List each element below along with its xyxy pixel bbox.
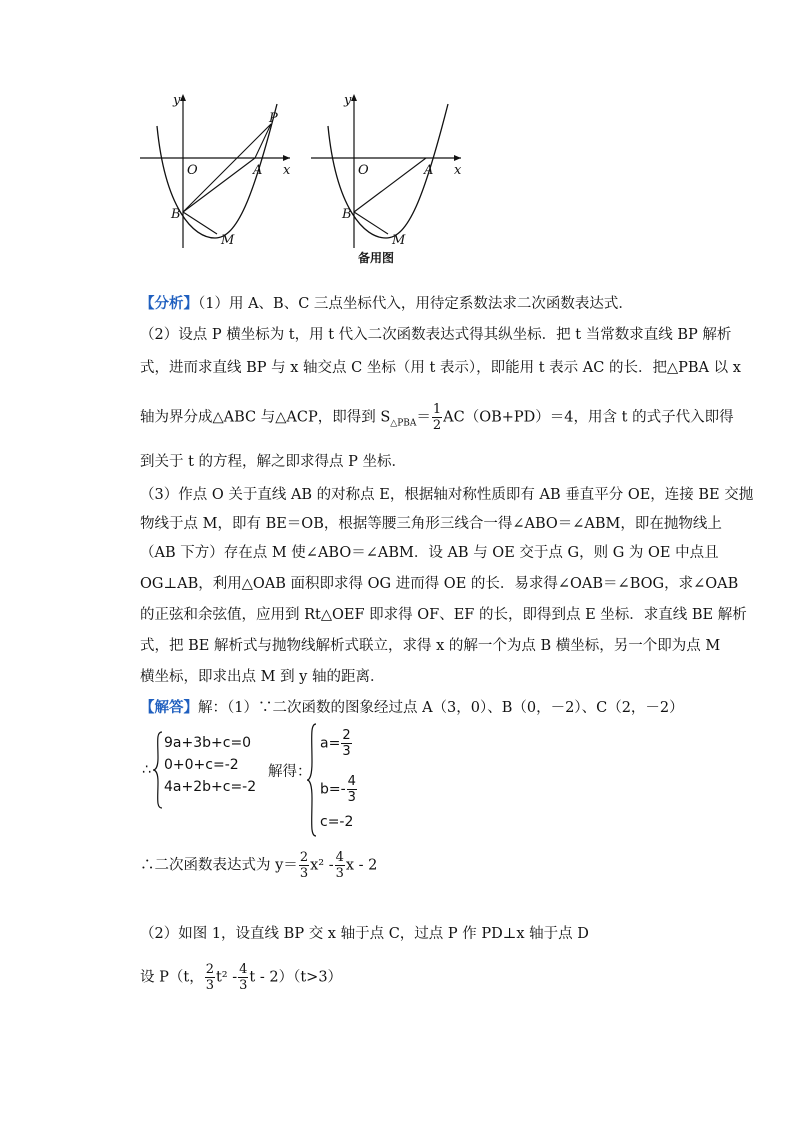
equation-2: 0+0+c=-2: [164, 757, 239, 773]
therefore-symbol: ∴: [142, 762, 151, 778]
analysis-line-9: OG⊥AB，利用△OAB 面积即求得 OG 进而得 OE 的长．易求得∠OAB＝∠BOG，求∠OAB: [140, 576, 739, 592]
analysis-text-4a: 轴为界分成△ABC 与△ACP，即得到 S: [140, 409, 391, 426]
fraction-a: $\frac{2}{3}$: [342, 728, 351, 759]
answer-line-1: [140, 698, 684, 718]
result-a: a= $\frac{2}{3}$: [320, 728, 351, 759]
equation-system: [164, 732, 256, 798]
label-a: A: [424, 163, 434, 178]
label-y: y: [173, 93, 181, 108]
label-o: O: [358, 163, 369, 178]
fraction-b: $\frac{4}{3}$: [347, 774, 356, 805]
analysis-line-5: 到关于 t 的方程，解之即求得点 P 坐标．: [140, 454, 407, 470]
label-m: M: [221, 233, 235, 248]
answer-text-1: 解：（1）∵二次函数的图象经过点 A（3，0）、B（0，－2）、C（2，－2）: [198, 700, 684, 716]
y-axis-arrow: [351, 94, 357, 101]
analysis-line-8: （AB 下方）存在点 M 使∠ABO＝∠ABM．设 AB 与 OE 交于点 G，则 G 为 OE 中点且: [140, 545, 719, 561]
fraction-4-3: $\frac{4}{3}$: [335, 850, 344, 881]
analysis-line-6: （3）作点 O 关于直线 AB 的对称点 E，根据轴对称性质即有 AB 垂直平分 OE，连接 BE 交抛: [140, 487, 754, 503]
result-brace: [306, 722, 318, 838]
analysis-line-10: 的正弦和余弦值，应用到 Rt△OEF 即求得 OF、EF 的长，即得到点 E 坐标．求直线 BE 解析: [140, 607, 747, 623]
x-axis-arrow: [283, 155, 290, 161]
solve-label: 解得：: [268, 764, 312, 780]
expression-line: ∴二次函数表达式为 y＝ $\frac{2}{3}$ x² - $\frac{4}{3}$ x - 2: [140, 850, 378, 881]
figure-spare: [306, 88, 466, 268]
fraction-p2: $\frac{4}{3}$: [239, 962, 248, 993]
fraction-p1: $\frac{2}{3}$: [205, 962, 214, 993]
analysis-line-4: [140, 402, 734, 433]
analysis-line-1: [140, 294, 633, 314]
label-x: x: [283, 163, 291, 178]
label-y: y: [344, 93, 352, 108]
analysis-tag: 【分析】: [140, 295, 198, 312]
analysis-line-3: 式，进而求直线 BP 与 x 轴交点 C 坐标（用 t 表示），即能用 t 表示 AC 的长．把△PBA 以 x: [140, 360, 741, 376]
equation-3: 4a+2b+c=-2: [164, 779, 257, 795]
analysis-text-1: （1）用 A、B、C 三点坐标代入，用待定系数法求二次函数表达式．: [198, 296, 633, 312]
equation-1: 9a+3b+c=0: [164, 735, 252, 751]
figure-caption: 备用图: [358, 251, 395, 265]
result-b: b=- $\frac{4}{3}$: [320, 774, 356, 805]
result-c: c=-2: [320, 814, 354, 830]
label-m: M: [392, 233, 406, 248]
analysis-line-2: （2）设点 P 横坐标为 t，用 t 代入二次函数表达式得其纵坐标．把 t 当常数求直线 BP 解析: [140, 327, 732, 343]
analysis-line-12: 横坐标，即求出点 M 到 y 轴的距离．: [140, 669, 385, 685]
label-o: O: [187, 163, 198, 178]
set-p-line: 设 P（t， $\frac{2}{3}$ t² - $\frac{4}{3}$ t - 2）（t>3）: [140, 962, 343, 993]
system-brace: [152, 730, 164, 810]
y-axis-arrow: [180, 94, 186, 101]
label-b: B: [171, 207, 181, 222]
label-x: x: [454, 163, 462, 178]
analysis-line-7: 物线于点 M，即有 BE＝OB，根据等腰三角形三线合一得∠ABO＝∠ABM，即在抛物线上: [140, 516, 722, 532]
figure-1: [135, 88, 295, 258]
label-b: B: [342, 207, 352, 222]
analysis-text-4b: AC（OB+PD）＝4，用含 t 的式子代入即得: [443, 409, 734, 426]
label-a: A: [253, 163, 263, 178]
fraction-half: $\frac{1}{2}$: [432, 402, 442, 433]
fraction-2-3: $\frac{2}{3}$: [299, 850, 309, 881]
part2-line: （2）如图 1，设直线 BP 交 x 轴于点 C，过点 P 作 PD⊥x 轴于点 D: [140, 926, 589, 942]
area-subscript: △PBA: [390, 418, 417, 429]
analysis-eq: ＝: [416, 409, 431, 426]
segment-ap: [255, 124, 271, 158]
x-axis-arrow: [454, 155, 461, 161]
label-p: P: [269, 111, 278, 126]
analysis-line-11: 式，把 BE 解析式与抛物线解析式联立，求得 x 的解一个为点 B 横坐标，另一个即为点 M: [140, 638, 721, 654]
answer-tag: 【解答】: [140, 699, 198, 716]
